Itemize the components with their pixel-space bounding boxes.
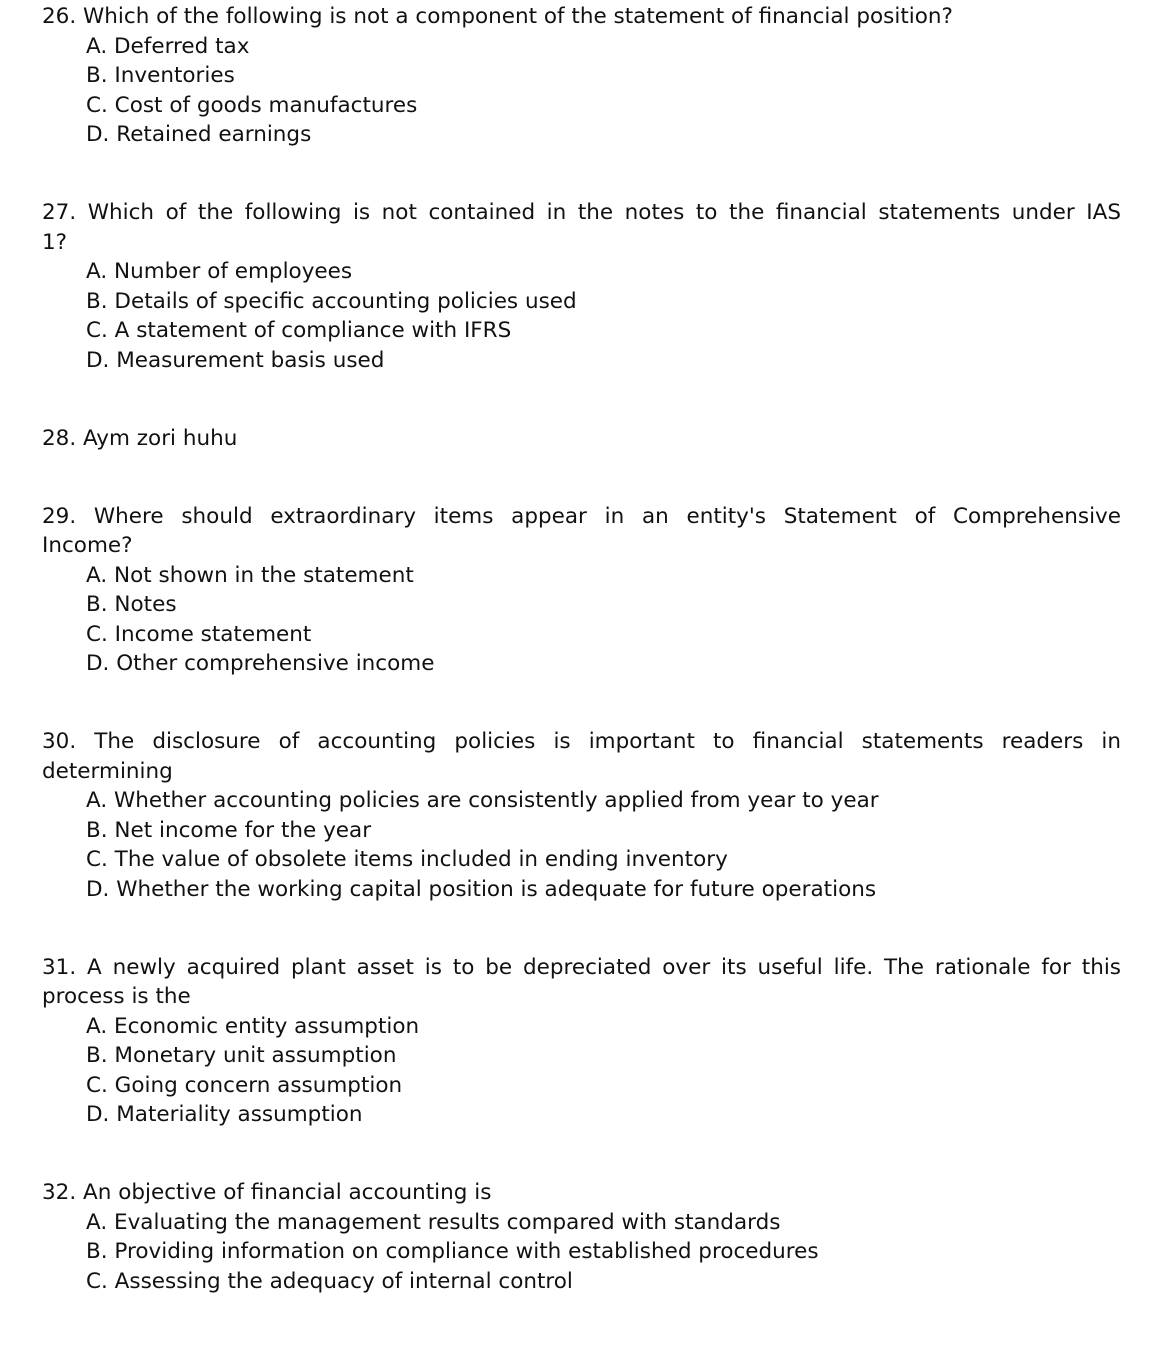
answer-option: A. Deferred tax bbox=[86, 33, 250, 59]
answer-option: A. Number of employees bbox=[86, 259, 353, 284]
answer-option: A. Not shown in the statement bbox=[86, 562, 414, 588]
question-block bbox=[42, 727, 1121, 904]
answer-option: D. Materiality assumption bbox=[86, 1102, 363, 1127]
answer-option: C. Cost of goods manufactures bbox=[86, 92, 418, 118]
answer-option: D. Whether the working capital position is adequate for future operations bbox=[86, 876, 877, 902]
answer-option: A. Whether accounting policies are consistently applied from year to year bbox=[86, 788, 879, 813]
answer-option: B. Details of specific accounting policies used bbox=[86, 288, 577, 314]
question-text: 31. A newly acquired plant asset is to be depreciated over its useful life. The rationale for this bbox=[42, 954, 1121, 980]
question-text: 28. Aym zori huhu bbox=[42, 425, 238, 451]
answer-option: D. Retained earnings bbox=[86, 122, 312, 147]
answer-option: D. Measurement basis used bbox=[86, 347, 385, 373]
question-text: process is the bbox=[42, 984, 191, 1009]
question-block bbox=[42, 198, 1121, 375]
question-block bbox=[42, 1178, 1121, 1296]
answer-option: B. Monetary unit assumption bbox=[86, 1043, 397, 1068]
answer-option: B. Net income for the year bbox=[86, 817, 372, 843]
answer-option: B. Notes bbox=[86, 592, 177, 617]
answer-option: A. Economic entity assumption bbox=[86, 1013, 420, 1039]
question-text: 29. Where should extraordinary items appear in an entity's Statement of Comprehensive bbox=[42, 503, 1121, 529]
answer-option: C. A statement of compliance with IFRS bbox=[86, 318, 512, 343]
answer-option: C. Going concern assumption bbox=[86, 1072, 403, 1098]
answer-option: B. Inventories bbox=[86, 63, 235, 88]
question-block bbox=[42, 502, 1121, 679]
question-text: 26. Which of the following is not a component of the statement of financial position? bbox=[42, 4, 953, 29]
quiz-document bbox=[42, 2, 1121, 1345]
answer-option: C. Income statement bbox=[86, 621, 312, 647]
answer-option: A. Evaluating the management results compared with standards bbox=[86, 1209, 781, 1235]
question-block bbox=[42, 953, 1121, 1130]
answer-option: B. Providing information on compliance with established procedures bbox=[86, 1239, 819, 1264]
question-text: determining bbox=[42, 758, 173, 784]
question-text: 1? bbox=[42, 229, 68, 255]
question-text: Income? bbox=[42, 533, 133, 558]
answer-option: C. Assessing the adequacy of internal control bbox=[86, 1268, 573, 1294]
answer-option: D. Other comprehensive income bbox=[86, 651, 435, 676]
question-text: 32. An objective of financial accounting is bbox=[42, 1180, 492, 1205]
answer-option: C. The value of obsolete items included in ending inventory bbox=[86, 847, 728, 872]
question-text: 27. Which of the following is not contained in the notes to the financial statements under IAS bbox=[42, 200, 1121, 225]
question-block bbox=[42, 2, 1121, 150]
question-text: 30. The disclosure of accounting policies is important to financial statements readers in bbox=[42, 729, 1121, 754]
question-block bbox=[42, 424, 1121, 454]
